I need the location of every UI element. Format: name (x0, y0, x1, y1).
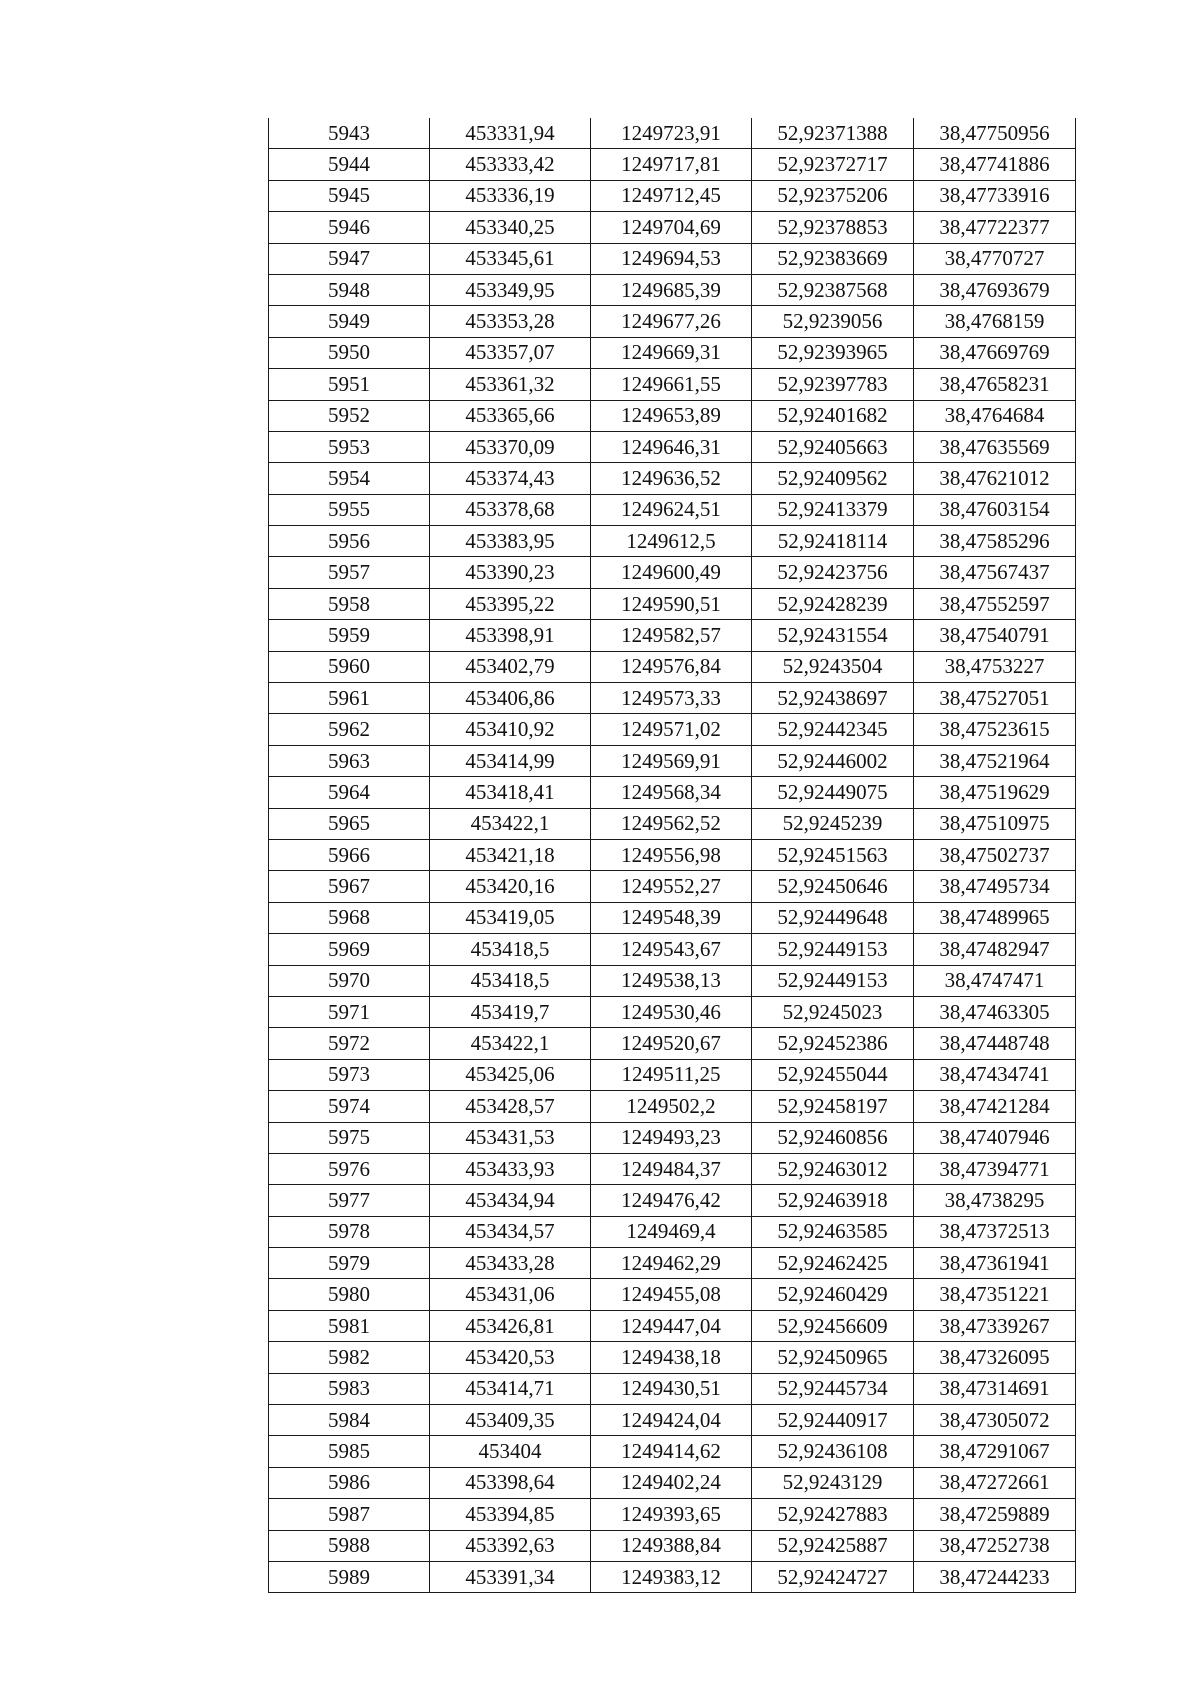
point-number-cell: 5984 (269, 1405, 430, 1436)
latitude-cell: 52,92463918 (752, 1185, 914, 1216)
longitude-cell: 38,47244233 (914, 1561, 1076, 1592)
table-row (269, 745, 1076, 776)
table-row (269, 306, 1076, 337)
y-coordinate-cell: 1249582,57 (591, 620, 752, 651)
y-coordinate-cell: 1249493,23 (591, 1122, 752, 1153)
longitude-cell: 38,47527051 (914, 683, 1076, 714)
x-coordinate-cell: 453392,63 (430, 1530, 591, 1561)
longitude-cell: 38,47519629 (914, 777, 1076, 808)
y-coordinate-cell: 1249511,25 (591, 1059, 752, 1090)
y-coordinate-cell: 1249543,67 (591, 934, 752, 965)
point-number-cell: 5986 (269, 1467, 430, 1498)
table-row (269, 1216, 1076, 1247)
latitude-cell: 52,92383669 (752, 243, 914, 274)
table-row (269, 431, 1076, 462)
x-coordinate-cell: 453398,91 (430, 620, 591, 651)
latitude-cell: 52,92413379 (752, 494, 914, 525)
point-number-cell: 5968 (269, 902, 430, 933)
y-coordinate-cell: 1249568,34 (591, 777, 752, 808)
y-coordinate-cell: 1249462,29 (591, 1248, 752, 1279)
point-number-cell: 5977 (269, 1185, 430, 1216)
y-coordinate-cell: 1249438,18 (591, 1342, 752, 1373)
longitude-cell: 38,47567437 (914, 557, 1076, 588)
x-coordinate-cell: 453420,53 (430, 1342, 591, 1373)
longitude-cell: 38,47540791 (914, 620, 1076, 651)
table-row (269, 180, 1076, 211)
table-row (269, 149, 1076, 180)
y-coordinate-cell: 1249646,31 (591, 431, 752, 462)
longitude-cell: 38,47259889 (914, 1499, 1076, 1530)
point-number-cell: 5973 (269, 1059, 430, 1090)
point-number-cell: 5952 (269, 400, 430, 431)
latitude-cell: 52,92458197 (752, 1091, 914, 1122)
point-number-cell: 5948 (269, 274, 430, 305)
point-number-cell: 5963 (269, 745, 430, 776)
point-number-cell: 5974 (269, 1091, 430, 1122)
table-row (269, 1373, 1076, 1404)
point-number-cell: 5971 (269, 996, 430, 1027)
longitude-cell: 38,4764684 (914, 400, 1076, 431)
table-row (269, 1467, 1076, 1498)
table-row (269, 1153, 1076, 1184)
y-coordinate-cell: 1249447,04 (591, 1310, 752, 1341)
table-row (269, 1185, 1076, 1216)
x-coordinate-cell: 453395,22 (430, 588, 591, 619)
x-coordinate-cell: 453425,06 (430, 1059, 591, 1090)
latitude-cell: 52,92460856 (752, 1122, 914, 1153)
longitude-cell: 38,47733916 (914, 180, 1076, 211)
latitude-cell: 52,92449075 (752, 777, 914, 808)
latitude-cell: 52,92436108 (752, 1436, 914, 1467)
y-coordinate-cell: 1249571,02 (591, 714, 752, 745)
y-coordinate-cell: 1249576,84 (591, 651, 752, 682)
y-coordinate-cell: 1249590,51 (591, 588, 752, 619)
longitude-cell: 38,4747471 (914, 965, 1076, 996)
longitude-cell: 38,47448748 (914, 1028, 1076, 1059)
table-row (269, 902, 1076, 933)
longitude-cell: 38,47621012 (914, 463, 1076, 494)
point-number-cell: 5969 (269, 934, 430, 965)
point-number-cell: 5987 (269, 1499, 430, 1530)
y-coordinate-cell: 1249573,33 (591, 683, 752, 714)
point-number-cell: 5960 (269, 651, 430, 682)
point-number-cell: 5988 (269, 1530, 430, 1561)
latitude-cell: 52,92438697 (752, 683, 914, 714)
point-number-cell: 5958 (269, 588, 430, 619)
y-coordinate-cell: 1249469,4 (591, 1216, 752, 1247)
x-coordinate-cell: 453414,99 (430, 745, 591, 776)
x-coordinate-cell: 453418,5 (430, 965, 591, 996)
table-row (269, 243, 1076, 274)
point-number-cell: 5945 (269, 180, 430, 211)
y-coordinate-cell: 1249556,98 (591, 839, 752, 870)
latitude-cell: 52,92446002 (752, 745, 914, 776)
y-coordinate-cell: 1249414,62 (591, 1436, 752, 1467)
table-row (269, 1059, 1076, 1090)
point-number-cell: 5943 (269, 118, 430, 149)
latitude-cell: 52,92460429 (752, 1279, 914, 1310)
x-coordinate-cell: 453431,06 (430, 1279, 591, 1310)
x-coordinate-cell: 453434,57 (430, 1216, 591, 1247)
point-number-cell: 5976 (269, 1153, 430, 1184)
latitude-cell: 52,9243504 (752, 651, 914, 682)
x-coordinate-cell: 453349,95 (430, 274, 591, 305)
y-coordinate-cell: 1249424,04 (591, 1405, 752, 1436)
longitude-cell: 38,4753227 (914, 651, 1076, 682)
longitude-cell: 38,47495734 (914, 871, 1076, 902)
longitude-cell: 38,47291067 (914, 1436, 1076, 1467)
latitude-cell: 52,92431554 (752, 620, 914, 651)
point-number-cell: 5983 (269, 1373, 430, 1404)
longitude-cell: 38,47482947 (914, 934, 1076, 965)
y-coordinate-cell: 1249612,5 (591, 526, 752, 557)
longitude-cell: 38,47314691 (914, 1373, 1076, 1404)
y-coordinate-cell: 1249455,08 (591, 1279, 752, 1310)
y-coordinate-cell: 1249393,65 (591, 1499, 752, 1530)
table-row (269, 1122, 1076, 1153)
table-row (269, 1028, 1076, 1059)
y-coordinate-cell: 1249661,55 (591, 369, 752, 400)
y-coordinate-cell: 1249538,13 (591, 965, 752, 996)
latitude-cell: 52,92427883 (752, 1499, 914, 1530)
x-coordinate-cell: 453361,32 (430, 369, 591, 400)
y-coordinate-cell: 1249636,52 (591, 463, 752, 494)
table-row (269, 1342, 1076, 1373)
longitude-cell: 38,47635569 (914, 431, 1076, 462)
longitude-cell: 38,4770727 (914, 243, 1076, 274)
table-row (269, 494, 1076, 525)
longitude-cell: 38,47693679 (914, 274, 1076, 305)
latitude-cell: 52,92449648 (752, 902, 914, 933)
latitude-cell: 52,9243129 (752, 1467, 914, 1498)
point-number-cell: 5961 (269, 683, 430, 714)
x-coordinate-cell: 453331,94 (430, 118, 591, 149)
table-row (269, 808, 1076, 839)
longitude-cell: 38,47603154 (914, 494, 1076, 525)
longitude-cell: 38,47510975 (914, 808, 1076, 839)
longitude-cell: 38,47502737 (914, 839, 1076, 870)
x-coordinate-cell: 453402,79 (430, 651, 591, 682)
x-coordinate-cell: 453426,81 (430, 1310, 591, 1341)
x-coordinate-cell: 453434,94 (430, 1185, 591, 1216)
y-coordinate-cell: 1249388,84 (591, 1530, 752, 1561)
table-row (269, 714, 1076, 745)
y-coordinate-cell: 1249712,45 (591, 180, 752, 211)
table-row (269, 683, 1076, 714)
latitude-cell: 52,92442345 (752, 714, 914, 745)
coordinates-table (268, 118, 1076, 1593)
latitude-cell: 52,92418114 (752, 526, 914, 557)
longitude-cell: 38,47489965 (914, 902, 1076, 933)
latitude-cell: 52,92445734 (752, 1373, 914, 1404)
y-coordinate-cell: 1249548,39 (591, 902, 752, 933)
x-coordinate-cell: 453394,85 (430, 1499, 591, 1530)
point-number-cell: 5953 (269, 431, 430, 462)
latitude-cell: 52,92463585 (752, 1216, 914, 1247)
table-row (269, 1091, 1076, 1122)
y-coordinate-cell: 1249383,12 (591, 1561, 752, 1592)
point-number-cell: 5956 (269, 526, 430, 557)
x-coordinate-cell: 453378,68 (430, 494, 591, 525)
x-coordinate-cell: 453398,64 (430, 1467, 591, 1498)
table-row (269, 369, 1076, 400)
latitude-cell: 52,92455044 (752, 1059, 914, 1090)
latitude-cell: 52,92423756 (752, 557, 914, 588)
y-coordinate-cell: 1249430,51 (591, 1373, 752, 1404)
x-coordinate-cell: 453333,42 (430, 149, 591, 180)
longitude-cell: 38,47722377 (914, 212, 1076, 243)
table-row (269, 839, 1076, 870)
latitude-cell: 52,92456609 (752, 1310, 914, 1341)
x-coordinate-cell: 453353,28 (430, 306, 591, 337)
longitude-cell: 38,47750956 (914, 118, 1076, 149)
table-row (269, 871, 1076, 902)
table-row (269, 620, 1076, 651)
longitude-cell: 38,47658231 (914, 369, 1076, 400)
latitude-cell: 52,92397783 (752, 369, 914, 400)
point-number-cell: 5975 (269, 1122, 430, 1153)
point-number-cell: 5957 (269, 557, 430, 588)
y-coordinate-cell: 1249624,51 (591, 494, 752, 525)
point-number-cell: 5981 (269, 1310, 430, 1341)
x-coordinate-cell: 453340,25 (430, 212, 591, 243)
x-coordinate-cell: 453410,92 (430, 714, 591, 745)
longitude-cell: 38,47741886 (914, 149, 1076, 180)
longitude-cell: 38,47421284 (914, 1091, 1076, 1122)
point-number-cell: 5978 (269, 1216, 430, 1247)
latitude-cell: 52,92463012 (752, 1153, 914, 1184)
y-coordinate-cell: 1249520,67 (591, 1028, 752, 1059)
table-row (269, 588, 1076, 619)
table-row (269, 463, 1076, 494)
y-coordinate-cell: 1249677,26 (591, 306, 752, 337)
longitude-cell: 38,47394771 (914, 1153, 1076, 1184)
longitude-cell: 38,47521964 (914, 745, 1076, 776)
point-number-cell: 5950 (269, 337, 430, 368)
longitude-cell: 38,47407946 (914, 1122, 1076, 1153)
longitude-cell: 38,47523615 (914, 714, 1076, 745)
table-row (269, 1436, 1076, 1467)
point-number-cell: 5959 (269, 620, 430, 651)
longitude-cell: 38,47434741 (914, 1059, 1076, 1090)
x-coordinate-cell: 453420,16 (430, 871, 591, 902)
longitude-cell: 38,47326095 (914, 1342, 1076, 1373)
table-row (269, 1405, 1076, 1436)
longitude-cell: 38,4738295 (914, 1185, 1076, 1216)
y-coordinate-cell: 1249562,52 (591, 808, 752, 839)
point-number-cell: 5972 (269, 1028, 430, 1059)
longitude-cell: 38,47252738 (914, 1530, 1076, 1561)
point-number-cell: 5967 (269, 871, 430, 902)
x-coordinate-cell: 453428,57 (430, 1091, 591, 1122)
point-number-cell: 5951 (269, 369, 430, 400)
table-row (269, 965, 1076, 996)
table-row (269, 651, 1076, 682)
x-coordinate-cell: 453418,41 (430, 777, 591, 808)
y-coordinate-cell: 1249552,27 (591, 871, 752, 902)
table-row (269, 1248, 1076, 1279)
point-number-cell: 5947 (269, 243, 430, 274)
x-coordinate-cell: 453433,28 (430, 1248, 591, 1279)
x-coordinate-cell: 453419,7 (430, 996, 591, 1027)
point-number-cell: 5985 (269, 1436, 430, 1467)
x-coordinate-cell: 453433,93 (430, 1153, 591, 1184)
y-coordinate-cell: 1249402,24 (591, 1467, 752, 1498)
x-coordinate-cell: 453383,95 (430, 526, 591, 557)
x-coordinate-cell: 453370,09 (430, 431, 591, 462)
point-number-cell: 5982 (269, 1342, 430, 1373)
longitude-cell: 38,47552597 (914, 588, 1076, 619)
longitude-cell: 38,47305072 (914, 1405, 1076, 1436)
latitude-cell: 52,92428239 (752, 588, 914, 619)
table-row (269, 996, 1076, 1027)
latitude-cell: 52,92371388 (752, 118, 914, 149)
x-coordinate-cell: 453404 (430, 1436, 591, 1467)
latitude-cell: 52,92452386 (752, 1028, 914, 1059)
table-row (269, 1530, 1076, 1561)
latitude-cell: 52,92450646 (752, 871, 914, 902)
point-number-cell: 5946 (269, 212, 430, 243)
latitude-cell: 52,9239056 (752, 306, 914, 337)
table-row (269, 777, 1076, 808)
table-row (269, 526, 1076, 557)
latitude-cell: 52,92409562 (752, 463, 914, 494)
x-coordinate-cell: 453431,53 (430, 1122, 591, 1153)
table-row (269, 337, 1076, 368)
longitude-cell: 38,47361941 (914, 1248, 1076, 1279)
latitude-cell: 52,92424727 (752, 1561, 914, 1592)
y-coordinate-cell: 1249704,69 (591, 212, 752, 243)
latitude-cell: 52,92405663 (752, 431, 914, 462)
x-coordinate-cell: 453357,07 (430, 337, 591, 368)
latitude-cell: 52,92393965 (752, 337, 914, 368)
point-number-cell: 5979 (269, 1248, 430, 1279)
longitude-cell: 38,47463305 (914, 996, 1076, 1027)
latitude-cell: 52,92378853 (752, 212, 914, 243)
table-row (269, 934, 1076, 965)
latitude-cell: 52,92449153 (752, 965, 914, 996)
y-coordinate-cell: 1249502,2 (591, 1091, 752, 1122)
point-number-cell: 5970 (269, 965, 430, 996)
y-coordinate-cell: 1249569,91 (591, 745, 752, 776)
x-coordinate-cell: 453418,5 (430, 934, 591, 965)
table-row (269, 1499, 1076, 1530)
latitude-cell: 52,92462425 (752, 1248, 914, 1279)
table-row (269, 118, 1076, 149)
x-coordinate-cell: 453421,18 (430, 839, 591, 870)
latitude-cell: 52,92440917 (752, 1405, 914, 1436)
latitude-cell: 52,9245239 (752, 808, 914, 839)
latitude-cell: 52,92425887 (752, 1530, 914, 1561)
latitude-cell: 52,92401682 (752, 400, 914, 431)
longitude-cell: 38,47372513 (914, 1216, 1076, 1247)
y-coordinate-cell: 1249694,53 (591, 243, 752, 274)
latitude-cell: 52,92451563 (752, 839, 914, 870)
point-number-cell: 5980 (269, 1279, 430, 1310)
table-row (269, 1310, 1076, 1341)
point-number-cell: 5949 (269, 306, 430, 337)
x-coordinate-cell: 453422,1 (430, 1028, 591, 1059)
y-coordinate-cell: 1249717,81 (591, 149, 752, 180)
latitude-cell: 52,9245023 (752, 996, 914, 1027)
x-coordinate-cell: 453419,05 (430, 902, 591, 933)
x-coordinate-cell: 453414,71 (430, 1373, 591, 1404)
latitude-cell: 52,92375206 (752, 180, 914, 211)
x-coordinate-cell: 453409,35 (430, 1405, 591, 1436)
y-coordinate-cell: 1249530,46 (591, 996, 752, 1027)
y-coordinate-cell: 1249653,89 (591, 400, 752, 431)
point-number-cell: 5966 (269, 839, 430, 870)
table-row (269, 212, 1076, 243)
y-coordinate-cell: 1249669,31 (591, 337, 752, 368)
table-row (269, 274, 1076, 305)
x-coordinate-cell: 453345,61 (430, 243, 591, 274)
y-coordinate-cell: 1249723,91 (591, 118, 752, 149)
x-coordinate-cell: 453336,19 (430, 180, 591, 211)
table-row (269, 1279, 1076, 1310)
latitude-cell: 52,92450965 (752, 1342, 914, 1373)
x-coordinate-cell: 453365,66 (430, 400, 591, 431)
coordinates-table-body (269, 118, 1076, 1593)
y-coordinate-cell: 1249476,42 (591, 1185, 752, 1216)
latitude-cell: 52,92372717 (752, 149, 914, 180)
longitude-cell: 38,47585296 (914, 526, 1076, 557)
y-coordinate-cell: 1249484,37 (591, 1153, 752, 1184)
latitude-cell: 52,92387568 (752, 274, 914, 305)
latitude-cell: 52,92449153 (752, 934, 914, 965)
table-row (269, 400, 1076, 431)
table-row (269, 1561, 1076, 1592)
x-coordinate-cell: 453390,23 (430, 557, 591, 588)
y-coordinate-cell: 1249685,39 (591, 274, 752, 305)
longitude-cell: 38,47272661 (914, 1467, 1076, 1498)
point-number-cell: 5955 (269, 494, 430, 525)
point-number-cell: 5962 (269, 714, 430, 745)
x-coordinate-cell: 453374,43 (430, 463, 591, 494)
point-number-cell: 5989 (269, 1561, 430, 1592)
y-coordinate-cell: 1249600,49 (591, 557, 752, 588)
x-coordinate-cell: 453422,1 (430, 808, 591, 839)
longitude-cell: 38,47351221 (914, 1279, 1076, 1310)
table-row (269, 557, 1076, 588)
point-number-cell: 5954 (269, 463, 430, 494)
point-number-cell: 5964 (269, 777, 430, 808)
x-coordinate-cell: 453406,86 (430, 683, 591, 714)
longitude-cell: 38,47669769 (914, 337, 1076, 368)
point-number-cell: 5965 (269, 808, 430, 839)
point-number-cell: 5944 (269, 149, 430, 180)
longitude-cell: 38,47339267 (914, 1310, 1076, 1341)
longitude-cell: 38,4768159 (914, 306, 1076, 337)
x-coordinate-cell: 453391,34 (430, 1561, 591, 1592)
